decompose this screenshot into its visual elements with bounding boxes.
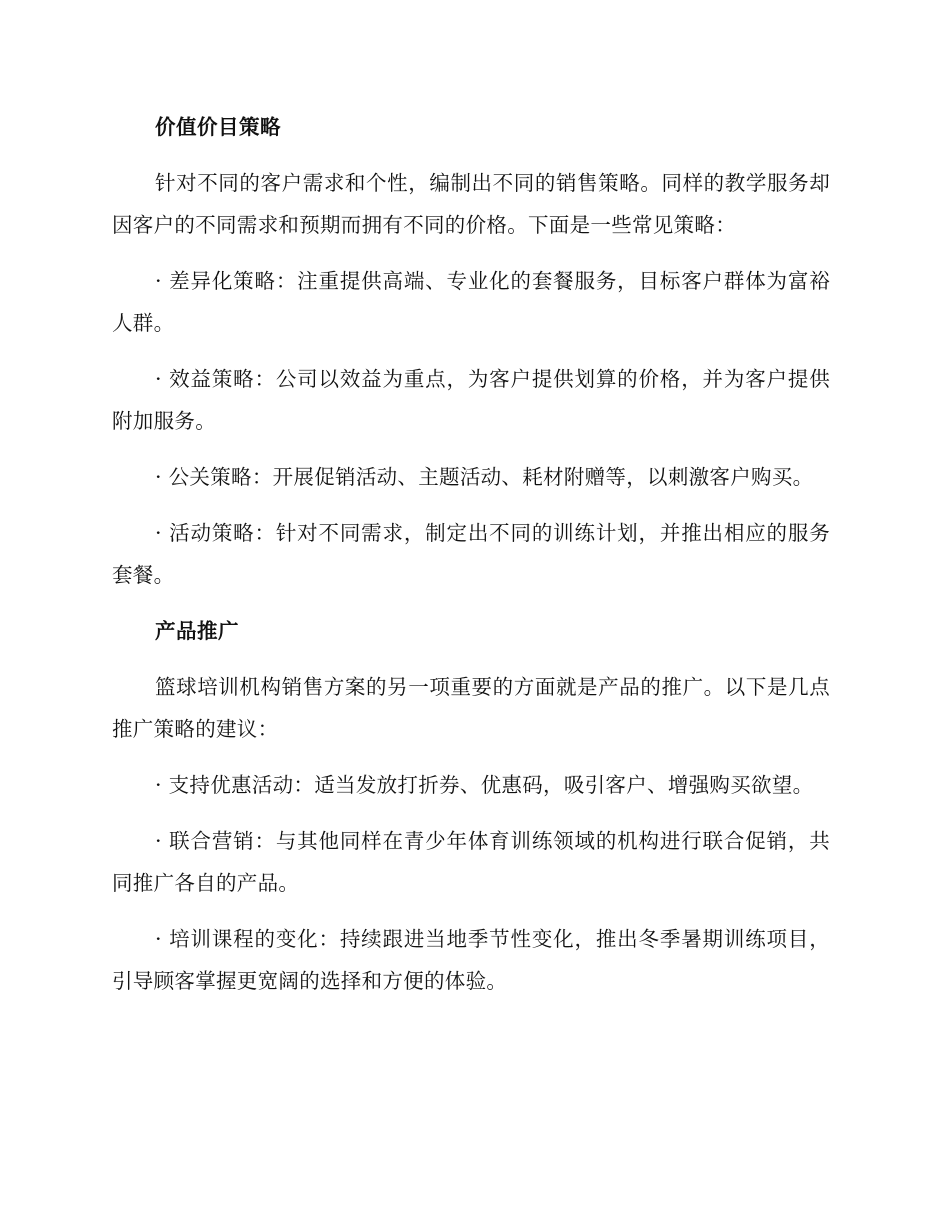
pricing-item-differentiation: · 差异化策略：注重提供高端、专业化的套餐服务，目标客户群体为富裕人群。 [112, 269, 830, 335]
pricing-item-public-relations: · 公关策略：开展促销活动、主题活动、耗材附赠等，以刺激客户购买。 [155, 465, 814, 489]
pricing-item-efficiency: · 效益策略：公司以效益为重点，为客户提供划算的价格，并为客户提供附加服务。 [112, 367, 830, 433]
promotion-intro-paragraph: 篮球培训机构销售方案的另一项重要的方面就是产品的推广。以下是几点推广策略的建议： [112, 675, 830, 741]
promotion-item-discounts: · 支持优惠活动：适当发放打折券、优惠码，吸引客户、增强购买欲望。 [155, 773, 814, 797]
section-heading-product-promotion: 产品推广 [155, 619, 239, 643]
promotion-item-joint-marketing: · 联合营销：与其他同样在青少年体育训练领域的机构进行联合促销，共同推广各自的产品。 [112, 829, 830, 895]
pricing-item-activities: · 活动策略：针对不同需求，制定出不同的训练计划，并推出相应的服务套餐。 [112, 521, 830, 587]
section-heading-pricing-strategy: 价值价目策略 [155, 115, 281, 139]
document-body [112, 106, 830, 1016]
promotion-item-course-changes: · 培训课程的变化：持续跟进当地季节性变化，推出冬季暑期训练项目，引导顾客掌握更宽阔的选择和方便的体验。 [112, 927, 830, 993]
pricing-intro-paragraph: 针对不同的客户需求和个性，编制出不同的销售策略。同样的教学服务却因客户的不同需求和预期而拥有不同的价格。下面是一些常见策略： [112, 171, 830, 237]
